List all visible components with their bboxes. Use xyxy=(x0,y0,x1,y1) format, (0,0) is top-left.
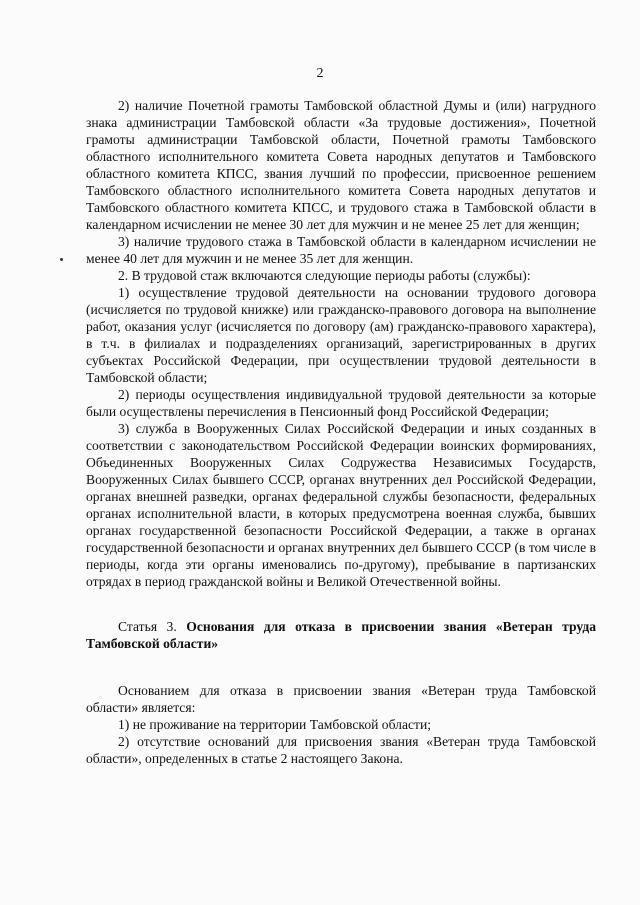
paragraph: 2) периоды осуществления индивидуальной трудовой деятельности за которые были осуществлены перечисления в Пенсионный фонд Российской Федерации; xyxy=(86,387,596,419)
paragraph: Основанием для отказа в присвоении звания «Ветеран труда Тамбовской области» является: xyxy=(86,683,596,715)
paragraph: 2. В трудовой стаж включаются следующие периоды работы (службы): xyxy=(118,268,531,283)
paragraph: 3) наличие трудового стажа в Тамбовской области в календарном исчислении не менее 40 лет для мужчин и не менее 35 лет для женщин. xyxy=(86,234,596,266)
paragraph: 2) отсутствие оснований для присвоения звания «Ветеран труда Тамбовской области», определенных в статье 2 настоящего Закона. xyxy=(86,734,596,766)
article-title: Основания для отказа в присвоении звания «Ветеран труда Тамбовской области» xyxy=(86,619,596,651)
scan-mark xyxy=(60,258,63,261)
document-body xyxy=(86,97,596,767)
paragraph: 1) не проживание на территории Тамбовской области; xyxy=(118,717,432,732)
paragraph: 1) осуществление трудовой деятельности на основании трудового договора (исчисляется по трудовой книжке) или гражданско-правового договора на выполнение работ, оказания услуг (исчисляется по договору (ам) гражданско-правового характера), в т.ч. в филиалах и подразделениях организаций, зарегистрированных в других субъектах Российской Федерации, при осуществлении трудовой деятельности в Тамбовской области; xyxy=(86,285,596,385)
article-prefix: Статья 3. xyxy=(118,619,187,634)
article-heading xyxy=(86,618,596,652)
paragraph: 3) служба в Вооруженных Силах Российской Федерации и иных созданных в соответствии с законодательством Российской Федерации воинских формированиях, Объединенных Вооруженных Силах Содружества Независимых Государств, Вооруженных Силах бывшего СССР, органах внутренних дел Российской Федерации, органах внешней разведки, органах федеральной службы безопасности, федеральных органах исполнительной власти, в которых предусмотрена военная служба, бывших органах государственной безопасности Российской Федерации, а также в органах государственной безопасности и органах внутренних дел бывшего СССР (в том числе в периоды, когда эти органы именовались по-другому), пребывание в партизанских отрядах в период гражданской войны и Великой Отечественной войны. xyxy=(86,421,596,589)
page-number: 2 xyxy=(316,66,324,81)
paragraph: 2) наличие Почетной грамоты Тамбовской областной Думы и (или) нагрудного знака администрации Тамбовской области «За трудовые достижения», Почетной грамоты администрации Тамбовской области, Почетной грамоты Тамбовского областного исполнительного комитета Совета народных депутатов и Тамбовского областного комитета КПСС, звания лучший по профессии, присвоенное решением Тамбовского областного исполнительного комитета Совета народных депутатов и Тамбовского областного комитета КПСС, и трудового стажа в Тамбовской области в календарном исчислении не менее 30 лет для мужчин и не менее 25 лет для женщин; xyxy=(86,98,596,232)
